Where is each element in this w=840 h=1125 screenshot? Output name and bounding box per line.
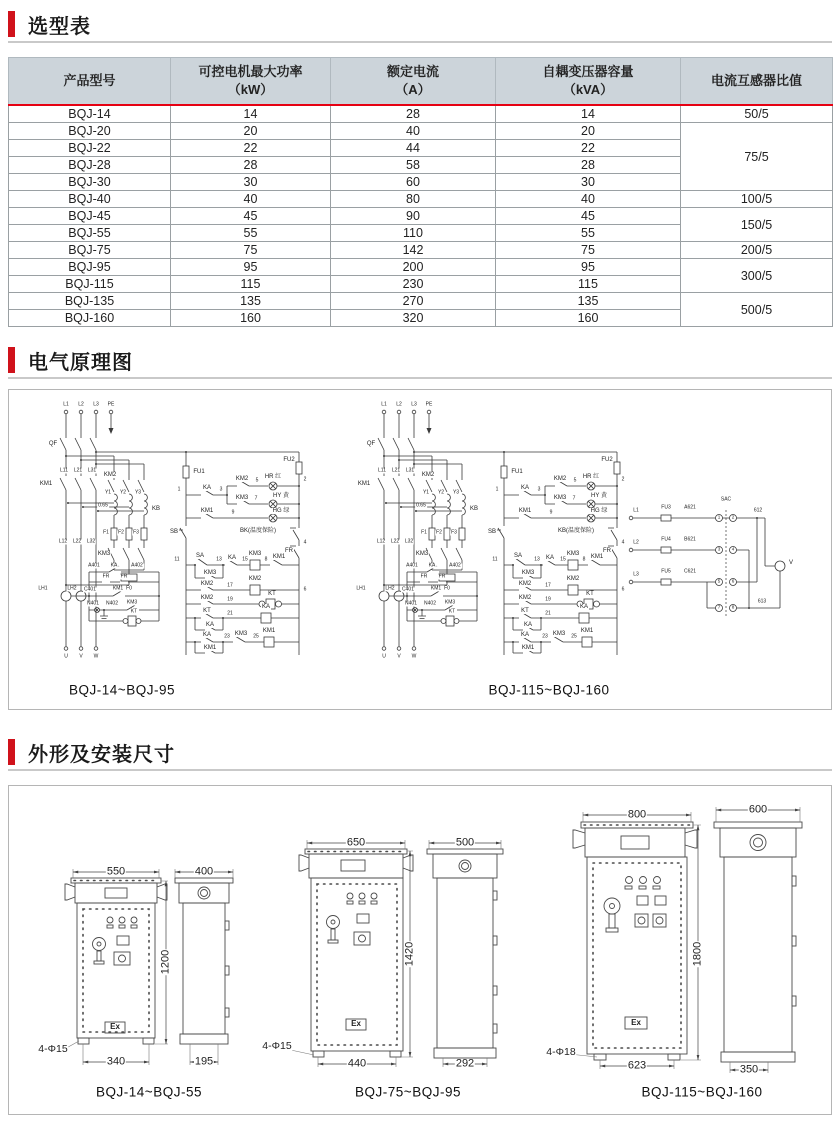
schematic-captions <box>9 390 831 709</box>
diagram-label: A402 <box>449 562 461 569</box>
diagram-label: HR 红 <box>264 474 282 480</box>
diagram-label: KA <box>227 555 237 561</box>
diagram-label: 21 <box>545 610 551 617</box>
diagram-label: 1800 <box>691 941 704 967</box>
diagram-label: 11 <box>492 556 498 563</box>
ratio-cell: 300/5 <box>681 259 833 293</box>
diagram-label: F1 <box>103 529 109 536</box>
diagram-label: 19 <box>545 596 551 603</box>
diagram-label: HR 红 <box>582 474 600 480</box>
diagram-label: Ex <box>110 1022 120 1031</box>
diagram-label: A401 <box>406 562 418 569</box>
diagram-label: 3 <box>717 546 721 552</box>
diagram-label: L11 <box>378 467 386 474</box>
diagram-label: KM2 <box>200 595 214 601</box>
table-row: BQJ-22 22 44 22 <box>9 140 833 157</box>
diagram-label: 8 <box>582 556 586 563</box>
diagram-label: KB <box>151 506 161 512</box>
diagram-label: L1 <box>381 401 387 408</box>
diagram-label: KT <box>521 608 529 614</box>
diagram-label: 23 <box>224 633 230 640</box>
diagram-label: F3 <box>451 529 457 536</box>
section-rule <box>8 377 832 379</box>
diagram-label: 25 <box>571 633 577 640</box>
diagram-label: Ex <box>631 1018 641 1027</box>
table-row: BQJ-55 55 110 55 <box>9 225 833 242</box>
table-header-row <box>9 58 833 106</box>
diagram-label: PE <box>425 401 433 408</box>
diagram-label: L3 <box>411 401 417 408</box>
table-row: BQJ-115 115 230 115 <box>9 276 833 293</box>
diagram-label: KM2 <box>421 472 435 478</box>
diagram-label: 612 <box>753 507 763 514</box>
diagram-label: SA <box>513 553 523 559</box>
diagram-label: 23 <box>542 633 548 640</box>
diagram-label: QF <box>48 441 58 447</box>
diagram-label: 5 <box>573 477 577 484</box>
diagram-label: KM2 <box>553 476 567 482</box>
diagram-label: L1 <box>633 507 639 514</box>
diagram-label: 3 <box>537 486 541 493</box>
section-header-dimensions <box>8 738 175 766</box>
diagram-label: N402 <box>424 600 436 607</box>
diagram-label: 1 <box>495 486 499 493</box>
diagram-label: FU3 <box>661 504 671 511</box>
diagram-label: KB(温度保险) <box>557 528 595 534</box>
diagram-label: PE <box>107 401 115 408</box>
diagram-label: F2 <box>436 529 442 536</box>
diagram-label: KM2 <box>200 581 214 587</box>
table-row: BQJ-40 40 80 40 100/5 <box>9 191 833 208</box>
diagram-label: 500 <box>455 836 475 849</box>
diagram-label: KM3 <box>415 551 429 557</box>
diagram-label: L32 <box>404 538 414 545</box>
diagram-label: 6 <box>303 586 307 593</box>
diagram-label: FR <box>420 573 428 580</box>
diagram-label: FR <box>438 573 446 580</box>
table-row: BQJ-95 95 200 95 300/5 <box>9 259 833 276</box>
diagram-label: FU5 <box>661 568 671 575</box>
diagram-label: KM3 <box>444 599 456 606</box>
section-rule <box>8 769 832 771</box>
diagram-label: 8 <box>264 556 268 563</box>
diagram-label: 19 <box>227 596 233 603</box>
page-title: 选型表 <box>28 15 91 38</box>
diagram-label: KM3 <box>97 551 111 557</box>
diagram-label: KT <box>130 608 138 615</box>
diagram-label: KM2 <box>518 595 532 601</box>
section-title-schematic: 电气原理图 <box>28 351 133 374</box>
diagram-label: L22 <box>72 538 82 545</box>
diagram-label: KA <box>261 604 271 610</box>
diagram-label: 623 <box>627 1059 647 1072</box>
diagram-label: FU4 <box>661 536 671 543</box>
diagram-label: Y3 <box>134 489 142 496</box>
diagram-label: BQJ-75~BQJ-95 <box>355 1084 461 1100</box>
table-row: BQJ-45 45 90 45 150/5 <box>9 208 833 225</box>
diagram-label: 7 <box>254 495 258 502</box>
diagram-label: L22 <box>390 538 400 545</box>
diagram-label: V <box>79 653 83 660</box>
diagram-label: KM1 <box>580 628 594 634</box>
diagram-label: BK(温度保险) <box>239 528 277 534</box>
diagram-label: U <box>64 653 68 660</box>
diagram-label: KT <box>448 608 456 615</box>
diagram-label: KM3 <box>566 551 580 557</box>
diagram-label: 1 <box>717 514 721 520</box>
table-row: BQJ-75 75 142 75 200/5 <box>9 242 833 259</box>
diagram-label: KM3 <box>126 599 138 606</box>
table-row: BQJ-135 135 270 135 500/5 <box>9 293 833 310</box>
diagram-label: 600 <box>748 803 768 816</box>
column-header: 自耦变压器容量 （kVA） <box>496 58 681 106</box>
diagram-label: 7 <box>572 495 576 502</box>
diagram-label: BQJ-14~BQJ-55 <box>96 1084 202 1100</box>
diagram-label: 15 <box>560 556 566 563</box>
diagram-label: KM3 <box>234 631 248 637</box>
dimension-labels <box>9 786 831 1114</box>
diagram-label: 13 <box>216 556 222 563</box>
diagram-label: 650 <box>346 836 366 849</box>
diagram-label: KM1 <box>272 554 286 560</box>
diagram-label: 6 <box>731 578 735 584</box>
diagram-label: 613 <box>757 598 767 605</box>
diagram-label: W <box>93 653 99 660</box>
selection-table <box>8 57 833 327</box>
diagram-label: W <box>411 653 417 660</box>
diagram-label: KT <box>268 591 276 597</box>
diagram-label: 440 <box>347 1057 367 1070</box>
diagram-label: L1 <box>63 401 69 408</box>
diagram-label: HG 绿 <box>590 508 608 514</box>
diagram-label: FR <box>120 573 128 580</box>
diagram-label: SB <box>487 529 497 535</box>
diagram-label: L3 <box>93 401 99 408</box>
diagram-label: Ex <box>351 1019 361 1028</box>
diagram-label: L32 <box>86 538 96 545</box>
diagram-label: F1 <box>421 529 427 536</box>
diagram-label: L31 <box>87 467 97 474</box>
diagram-label: KM3 <box>203 570 217 576</box>
diagram-label: KA <box>520 485 530 491</box>
section-title-dimensions: 外形及安装尺寸 <box>28 743 175 766</box>
diagram-label: KM1 <box>203 645 217 651</box>
diagram-label: Y2 <box>119 489 127 496</box>
diagram-label: L3 <box>633 571 639 578</box>
diagram-label: KM2 <box>103 472 117 478</box>
diagram-label: 4-Φ15 <box>38 1042 68 1055</box>
diagram-label: 0.65 <box>416 502 426 509</box>
diagram-label: 6 <box>621 586 625 593</box>
ratio-cell: 75/5 <box>681 123 833 191</box>
diagram-label: L21 <box>391 467 401 474</box>
diagram-label: 3 <box>219 486 223 493</box>
diagram-label: KA <box>428 562 436 569</box>
diagram-label: KA <box>202 632 212 638</box>
table-row: BQJ-20 20 40 20 75/5 <box>9 123 833 140</box>
diagram-label: KM3 <box>248 551 262 557</box>
diagram-label: FU2 <box>283 457 295 463</box>
diagram-label: L12 <box>58 538 68 545</box>
diagram-label: 400 <box>194 865 214 878</box>
diagram-label: FU1 <box>511 469 523 475</box>
diagram-label: FR <box>102 573 110 580</box>
diagram-label: L2 <box>396 401 402 408</box>
diagram-label: KA <box>520 632 530 638</box>
diagram-label: Y1 <box>422 489 430 496</box>
diagram-label: Y3 <box>452 489 460 496</box>
diagram-label: 195 <box>194 1055 214 1068</box>
diagram-label: KA <box>523 622 533 628</box>
diagram-label: KM3 <box>235 495 249 501</box>
diagram-label: BQJ-115~BQJ-160 <box>641 1084 763 1100</box>
diagram-label: 1420 <box>403 941 416 967</box>
diagram-label: BQJ-115~BQJ-160 <box>488 682 610 698</box>
diagram-label: 550 <box>106 865 126 878</box>
diagram-label: KA <box>545 555 555 561</box>
column-header: 额定电流 （A） <box>331 58 496 106</box>
diagram-label: KM2 <box>518 581 532 587</box>
diagram-label: 800 <box>627 808 647 821</box>
diagram-label: HG 绿 <box>272 508 290 514</box>
diagram-label: KM1 <box>430 585 442 592</box>
diagram-label: C401 <box>402 586 414 593</box>
diagram-label: 1200 <box>159 949 172 975</box>
diagram-label: FR <box>285 548 293 554</box>
diagram-label: 2 <box>303 476 307 483</box>
diagram-label: B621 <box>684 536 696 543</box>
diagram-label: Y2 <box>437 489 445 496</box>
diagram-label: V <box>397 653 401 660</box>
diagram-label: 7 <box>717 604 721 610</box>
diagram-label: SA <box>195 553 205 559</box>
diagram-label: A401 <box>88 562 100 569</box>
diagram-label: 15 <box>242 556 248 563</box>
diagram-label: KM1 <box>262 628 276 634</box>
diagram-label: KM2 <box>566 576 580 582</box>
diagram-label: L11 <box>60 467 68 474</box>
ratio-cell: 200/5 <box>681 242 833 259</box>
diagram-label: 4 <box>731 546 735 552</box>
diagram-label: HY 黄 <box>273 493 289 499</box>
diagram-label: 9 <box>231 509 235 516</box>
diagram-label: F3 <box>133 529 139 536</box>
diagram-label: F0 <box>126 585 132 592</box>
diagram-label: L2 <box>78 401 84 408</box>
diagram-label: 2 <box>621 476 625 483</box>
red-bar-icon <box>8 347 15 373</box>
diagram-label: FU1 <box>193 469 205 475</box>
table-body <box>9 105 833 327</box>
ratio-cell: 50/5 <box>681 105 833 123</box>
diagram-label: L21 <box>73 467 83 474</box>
diagram-label: F2 <box>118 529 124 536</box>
diagram-label: 0.65 <box>98 502 108 509</box>
diagram-label: KM3 <box>553 495 567 501</box>
diagram-label: Y1 <box>104 489 112 496</box>
diagram-label: 350 <box>739 1063 759 1076</box>
diagram-label: KM1 <box>112 585 124 592</box>
diagram-label: L31 <box>405 467 415 474</box>
diagram-label: C401 <box>84 586 96 593</box>
diagram-label: SB <box>169 529 179 535</box>
ratio-cell: 150/5 <box>681 208 833 242</box>
diagram-label: 292 <box>455 1057 475 1070</box>
diagram-label: KA <box>202 485 212 491</box>
diagram-label: 4 <box>621 539 625 546</box>
diagram-label: 11 <box>174 556 180 563</box>
diagram-label: FU2 <box>601 457 613 463</box>
diagram-label: 21 <box>227 610 233 617</box>
diagram-label: KB <box>469 506 479 512</box>
diagram-label: 17 <box>227 582 233 589</box>
diagram-label: 13 <box>534 556 540 563</box>
table-row: BQJ-14 14 28 14 50/5 <box>9 105 833 123</box>
section-header-selection <box>8 10 91 38</box>
diagram-label: KA <box>110 562 118 569</box>
diagram-label: A402 <box>131 562 143 569</box>
diagram-label: U <box>382 653 386 660</box>
diagram-label: N401 <box>405 600 417 607</box>
ratio-cell: 100/5 <box>681 191 833 208</box>
table-row: BQJ-30 30 60 30 <box>9 174 833 191</box>
red-bar-icon <box>8 739 15 765</box>
section-header-schematic <box>8 346 133 374</box>
diagram-label: L2 <box>633 539 639 546</box>
diagram-label: A621 <box>684 504 696 511</box>
diagram-label: KM1 <box>357 481 371 487</box>
diagram-label: LH2 <box>385 585 395 592</box>
diagram-label: N401 <box>87 600 99 607</box>
diagram-label: SAC <box>720 496 732 503</box>
diagram-label: QF <box>366 441 376 447</box>
section-rule <box>8 41 832 43</box>
diagram-label: 5 <box>717 578 721 584</box>
diagram-label: F0 <box>444 585 450 592</box>
diagram-label: 4 <box>303 539 307 546</box>
diagram-label: 17 <box>545 582 551 589</box>
ratio-cell: 500/5 <box>681 293 833 327</box>
diagram-label: 4-Φ18 <box>546 1045 576 1058</box>
diagram-label: KT <box>203 608 211 614</box>
diagram-label: N402 <box>106 600 118 607</box>
diagram-label: 25 <box>253 633 259 640</box>
diagram-label: KT <box>586 591 594 597</box>
diagram-label: KA <box>205 622 215 628</box>
diagram-label: LH1 <box>38 585 48 592</box>
diagram-label: 8 <box>731 604 735 610</box>
diagram-label: KM2 <box>235 476 249 482</box>
diagram-label: V <box>788 560 794 566</box>
diagram-label: 9 <box>549 509 553 516</box>
diagram-label: KM1 <box>200 508 214 514</box>
diagram-label: C621 <box>684 568 696 575</box>
diagram-label: FR <box>603 548 611 554</box>
diagram-label: LH1 <box>356 585 366 592</box>
column-header: 电流互感器比值 <box>681 58 833 106</box>
diagram-label: BQJ-14~BQJ-95 <box>69 682 175 698</box>
diagram-label: 1 <box>177 486 181 493</box>
diagram-label: HY 黄 <box>591 493 607 499</box>
diagram-label: KM3 <box>521 570 535 576</box>
diagram-label: 2 <box>731 514 735 520</box>
diagram-label: KM1 <box>518 508 532 514</box>
dimensions-panel <box>8 785 832 1115</box>
diagram-label: L12 <box>376 538 386 545</box>
schematic-panel <box>8 389 832 710</box>
diagram-label: LH2 <box>67 585 77 592</box>
table-row: BQJ-28 28 58 28 <box>9 157 833 174</box>
diagram-label: KM2 <box>248 576 262 582</box>
table-row: BQJ-160 160 320 160 <box>9 310 833 327</box>
diagram-label: KM3 <box>552 631 566 637</box>
diagram-label: KM1 <box>521 645 535 651</box>
red-bar-icon <box>8 11 15 37</box>
diagram-label: KA <box>579 604 589 610</box>
column-header: 产品型号 <box>9 58 171 106</box>
column-header: 可控电机最大功率 （kW） <box>171 58 331 106</box>
diagram-label: 340 <box>106 1055 126 1068</box>
diagram-label: 4-Φ15 <box>262 1039 292 1052</box>
diagram-label: KM1 <box>590 554 604 560</box>
diagram-label: KM1 <box>39 481 53 487</box>
diagram-label: 5 <box>255 477 259 484</box>
